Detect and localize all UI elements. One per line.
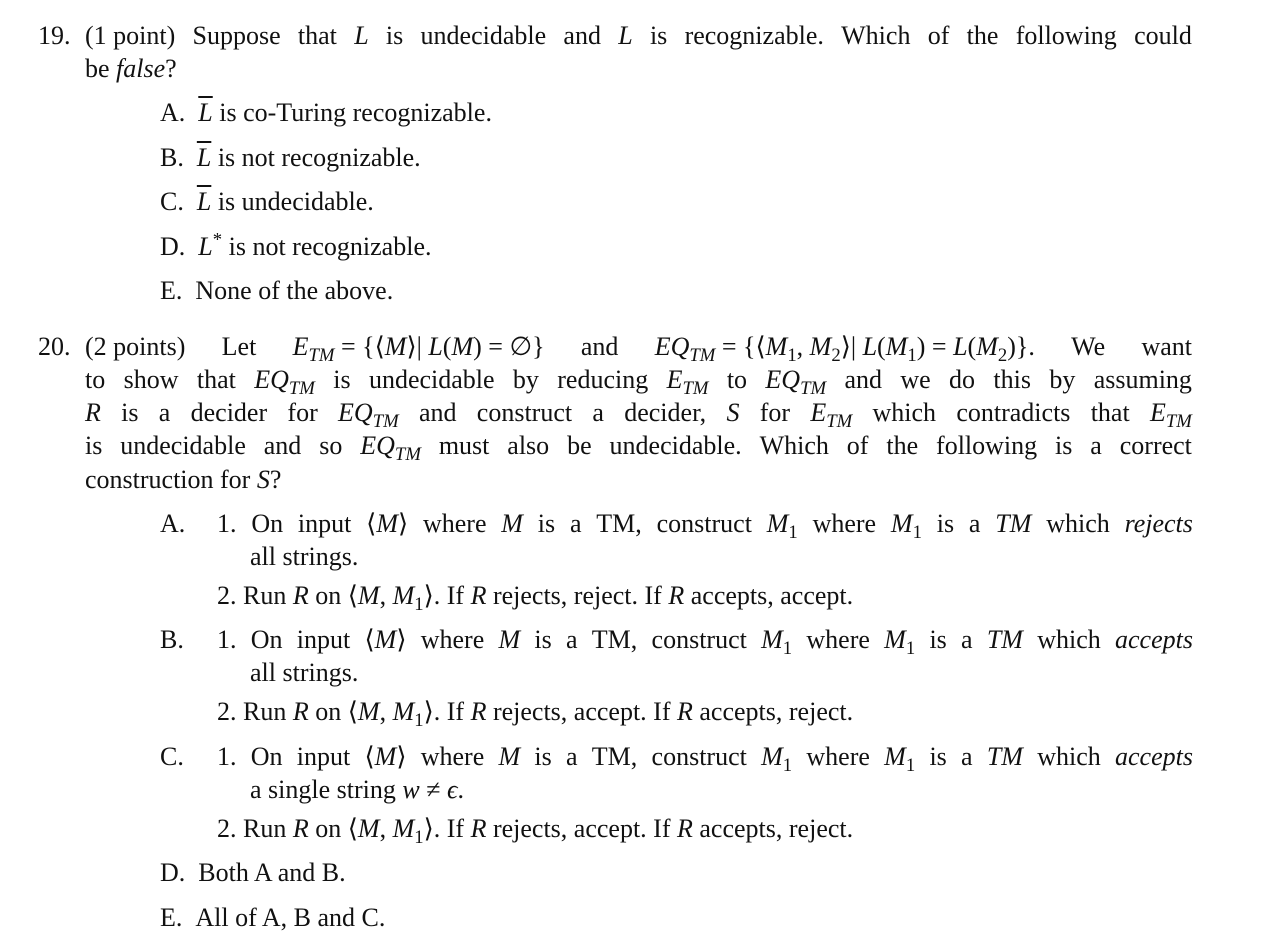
q19-option-e: E. None of the above. — [160, 276, 394, 305]
q20-option-b-step-1: 1. On input ⟨M⟩ where M is a TM, construct $M_1$ where $M_1$ is a TM which accepts — [217, 625, 1193, 660]
q20-option-d: D. Both A and B. — [160, 858, 346, 887]
q19-points: (1 point) — [85, 21, 176, 50]
q20-option-b-step-1-cont: all strings. — [250, 658, 359, 687]
q20-line-3: R is a decider for $EQ_{TM}$ and construct a decider, S for $E_{TM}$ which contradicts that $E_{TM}$ — [85, 398, 1192, 433]
q19-number: 19. — [38, 21, 71, 50]
q20-line-4: is undecidable and so $EQ_{TM}$ must also be undecidable. Which of the following is a correct — [85, 431, 1192, 466]
q19-option-d: D. L* is not recognizable. — [160, 229, 432, 261]
q20-points: (2 points) — [85, 332, 186, 361]
q20-line-2: to show that $EQ_{TM}$ is undecidable by reducing $E_{TM}$ to $EQ_{TM}$ and we do this by assuming — [85, 365, 1192, 400]
q20-option-a-step-2: 2. Run R on ⟨M, $M_1⟩$. If R rejects, reject. If R accepts, accept. — [217, 581, 854, 616]
q20-option-a-step-1-cont: all strings. — [250, 542, 359, 571]
q20-line-1: (2 points) Let $E_{TM}$ = {⟨M⟩| L(M) = ∅} and $EQ_{TM}$ = {$⟨M_1$, $M_2⟩|$ $L(M_1) = L(M_2)$}. We want — [85, 332, 1192, 367]
q20-option-c-step-1-cont: a single string w ≠ ϵ. — [250, 775, 464, 804]
q20-option-b-letter: B. — [160, 625, 184, 654]
q20-option-b-step-2: 2. Run R on ⟨M, $M_1⟩$. If R rejects, accept. If R accepts, reject. — [217, 697, 854, 732]
q20-number: 20. — [38, 332, 71, 361]
q20-line-5: construction for S? — [85, 465, 282, 494]
q19-option-b: B. $\overline{L}$ is not recognizable. — [160, 143, 421, 172]
q20-option-c-letter: C. — [160, 742, 184, 771]
q20-option-c-step-2: 2. Run R on ⟨M, $M_1⟩$. If R rejects, accept. If R accepts, reject. — [217, 814, 854, 849]
q19-line-2: be false? — [85, 54, 177, 83]
q20-option-a-letter: A. — [160, 509, 186, 538]
q20-option-a-step-1: 1. On input ⟨M⟩ where M is a TM, construct $M_1$ where $M_1$ is a TM which rejects — [217, 509, 1193, 544]
q19-option-c: C. $\overline{L}$ is undecidable. — [160, 187, 374, 216]
q20-option-e: E. All of A, B and C. — [160, 903, 386, 932]
q20-option-c-step-1: 1. On input ⟨M⟩ where M is a TM, construct $M_1$ where $M_1$ is a TM which accepts — [217, 742, 1193, 777]
q19-option-a: A. $\overline{L}$ is co-Turing recognizable. — [160, 98, 492, 127]
q19-line-1: (1 point) Suppose that L is undecidable and L is recognizable. Which of the following could — [85, 21, 1192, 50]
